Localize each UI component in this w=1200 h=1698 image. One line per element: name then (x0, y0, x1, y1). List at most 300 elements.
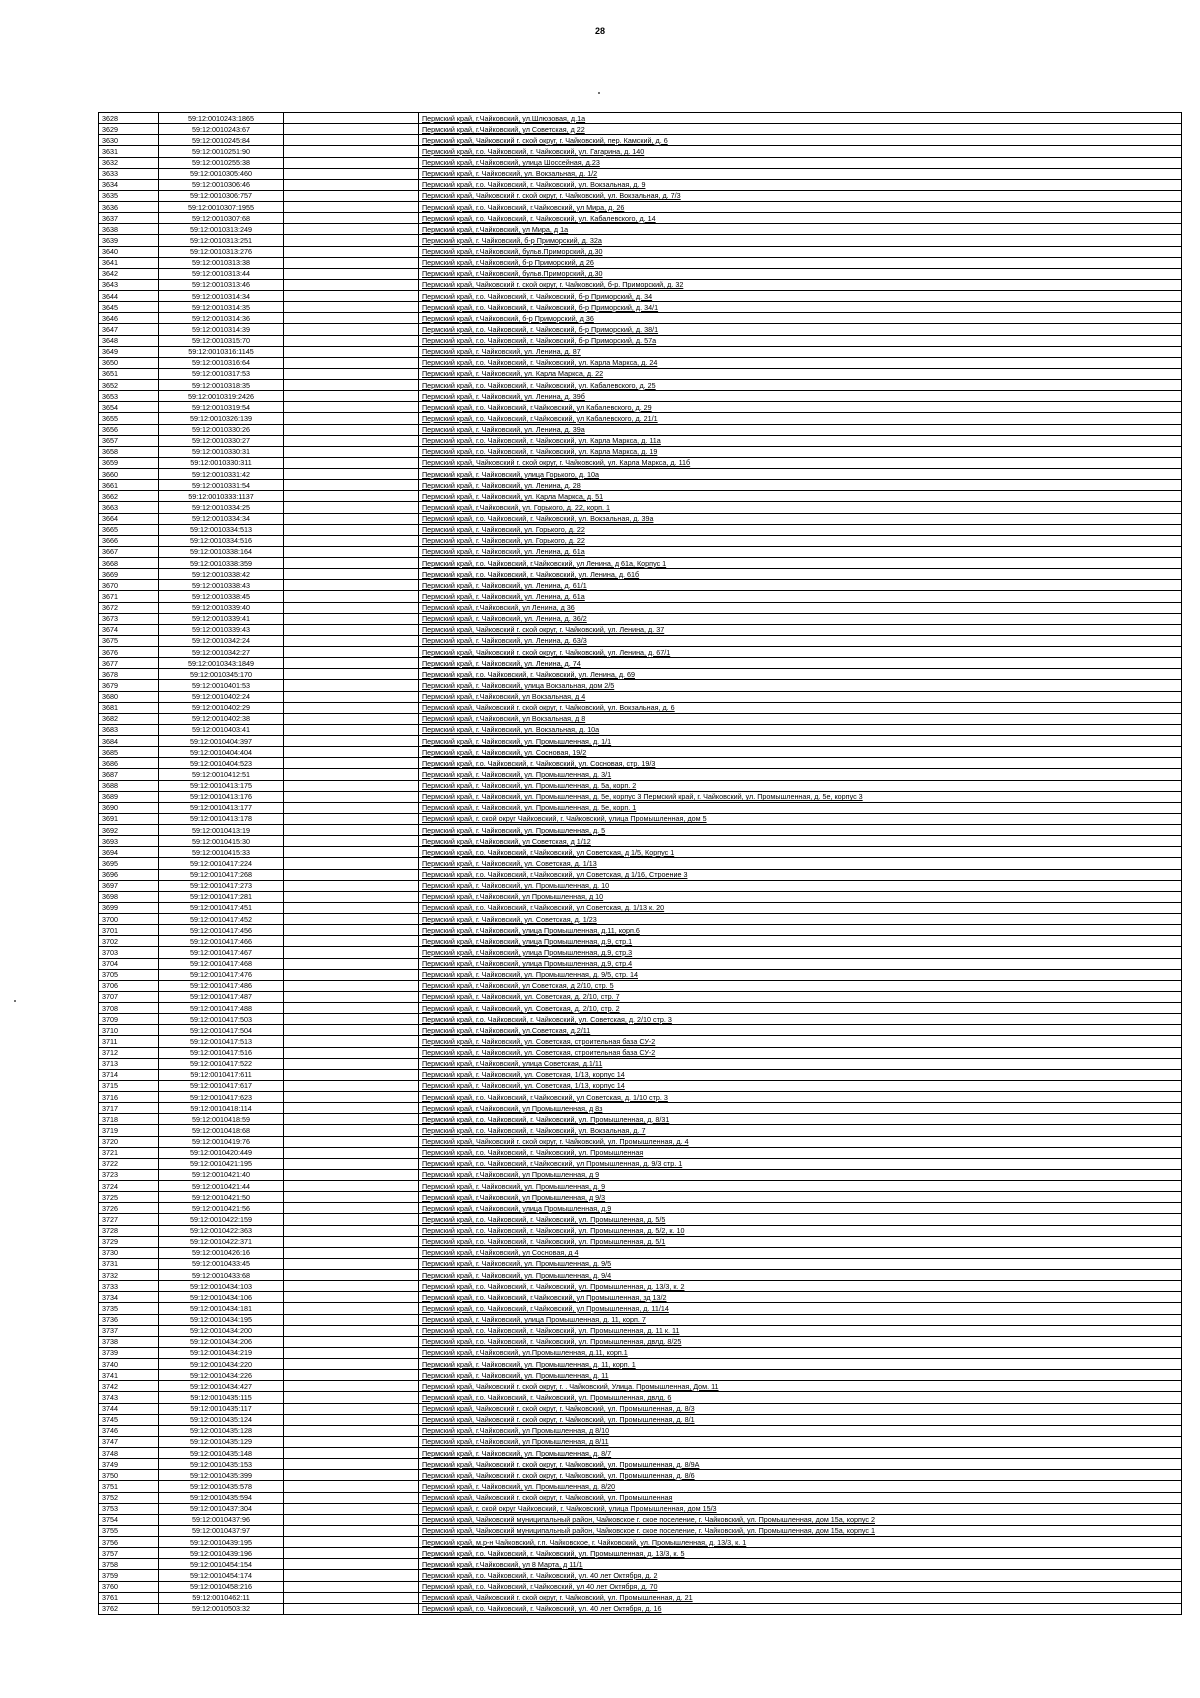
address-cell: Пермский край, г. Чайковский, ул. Горького, д. 22 (419, 524, 1182, 535)
table-row (99, 1336, 1182, 1347)
cadastral-number-cell: 59:12:0010434:195 (159, 1314, 284, 1325)
row-number-cell: 3748 (99, 1448, 159, 1459)
address-cell: Пермский край, г.Чайковский, ул. Горького, д. 22, корп. 1 (419, 502, 1182, 513)
table-row (99, 1347, 1182, 1358)
table-row (99, 691, 1182, 702)
row-number-cell: 3650 (99, 357, 159, 368)
table-row (99, 802, 1182, 813)
empty-cell (284, 257, 419, 268)
row-number-cell: 3667 (99, 546, 159, 557)
row-number-cell: 3660 (99, 469, 159, 480)
address-cell: Пермский край, г.о. Чайковский, г. Чайковский, ул. Промышленная, д. 13/3, к. 5 (419, 1548, 1182, 1559)
cadastral-number-cell: 59:12:0010331:54 (159, 480, 284, 491)
row-number-cell: 3745 (99, 1414, 159, 1425)
table-row (99, 780, 1182, 791)
table-row (99, 1003, 1182, 1014)
cadastral-number-cell: 59:12:0010434:219 (159, 1347, 284, 1358)
address-cell: Пермский край, г.Чайковский, ул 8 Марта, д 11/1 (419, 1559, 1182, 1570)
address-cell: Пермский край, г.Чайковский, ул.Промышленная, д.11, корп.1 (419, 1347, 1182, 1358)
cadastral-number-cell: 59:12:0010413:177 (159, 802, 284, 813)
row-number-cell: 3729 (99, 1236, 159, 1247)
table-row (99, 1214, 1182, 1225)
address-cell: Пермский край, г. Чайковский, ул. Промышленная, д. 9 (419, 1181, 1182, 1192)
address-cell: Пермский край, г.Чайковский, ул Вокзальная, д 8 (419, 713, 1182, 724)
row-number-cell: 3658 (99, 446, 159, 457)
cadastral-number-cell: 59:12:0010313:276 (159, 246, 284, 257)
table-row (99, 958, 1182, 969)
row-number-cell: 3754 (99, 1514, 159, 1525)
empty-cell (284, 1281, 419, 1292)
empty-cell (284, 802, 419, 813)
table-row (99, 969, 1182, 980)
table-row (99, 135, 1182, 146)
address-cell: Пермский край, Чайковский г. ской округ, г. Чайковский, ул. Вокзальная, д. 6 (419, 702, 1182, 713)
table-row (99, 891, 1182, 902)
address-cell: Пермский край, г.Чайковский, улица Промышленная, д.9, стр.1 (419, 936, 1182, 947)
address-cell: Пермский край, г.о. Чайковский, г. Чайковский, ул. Промышленная, д. 8/31 (419, 1114, 1182, 1125)
table-row (99, 1503, 1182, 1514)
row-number-cell: 3657 (99, 435, 159, 446)
cadastral-number-cell: 59:12:0010338:359 (159, 558, 284, 569)
cadastral-number-cell: 59:12:0010434:181 (159, 1303, 284, 1314)
table-row (99, 1125, 1182, 1136)
row-number-cell: 3693 (99, 836, 159, 847)
cadastral-number-cell: 59:12:0010417:486 (159, 980, 284, 991)
cadastral-number-cell: 59:12:0010417:468 (159, 958, 284, 969)
cadastral-number-cell: 59:12:0010434:427 (159, 1381, 284, 1392)
address-cell: Пермский край, г.о. Чайковский, г. Чайковский, ул. Промышленная, д. 5/2, к. 10 (419, 1225, 1182, 1236)
empty-cell (284, 991, 419, 1002)
row-number-cell: 3706 (99, 980, 159, 991)
cadastral-number-cell: 59:12:0010307:1955 (159, 202, 284, 213)
table-row (99, 335, 1182, 346)
row-number-cell: 3665 (99, 524, 159, 535)
empty-cell (284, 224, 419, 235)
row-number-cell: 3719 (99, 1125, 159, 1136)
address-cell: Пермский край, г. Чайковский, ул. Ленина, д. 87 (419, 346, 1182, 357)
row-number-cell: 3735 (99, 1303, 159, 1314)
empty-cell (284, 647, 419, 658)
table-row (99, 391, 1182, 402)
address-cell: Пермский край, г.Чайковский, улица Советская, д.1/11 (419, 1058, 1182, 1069)
row-number-cell: 3708 (99, 1003, 159, 1014)
address-cell: Пермский край, г.о. Чайковский, г. Чайковский, ул. Ленина, д. 61б (419, 569, 1182, 580)
empty-cell (284, 1292, 419, 1303)
address-cell: Пермский край, г.Чайковский, улица Промышленная, д.9 (419, 1203, 1182, 1214)
row-number-cell: 3718 (99, 1114, 159, 1125)
address-cell: Пермский край, г.Чайковский, ул Советская, д 2/10, стр. 5 (419, 980, 1182, 991)
row-number-cell: 3696 (99, 869, 159, 880)
table-row (99, 869, 1182, 880)
cadastral-number-cell: 59:12:0010417:504 (159, 1025, 284, 1036)
address-cell: Пермский край, г.о. Чайковский, г.Чайковский, ул Советская, д. 1/10 стр. 3 (419, 1092, 1182, 1103)
cadastral-number-cell: 59:12:0010435:578 (159, 1481, 284, 1492)
empty-cell (284, 502, 419, 513)
row-number-cell: 3750 (99, 1470, 159, 1481)
address-cell: Пермский край, г. Чайковский, ул. Карла Маркса, д. 22 (419, 368, 1182, 379)
table-row (99, 190, 1182, 201)
empty-cell (284, 980, 419, 991)
table-row (99, 1570, 1182, 1581)
empty-cell (284, 736, 419, 747)
empty-cell (284, 113, 419, 124)
cadastral-number-cell: 59:12:0010417:522 (159, 1058, 284, 1069)
address-cell: Пермский край, г. Чайковский, ул. Промышленная, д. 11, корп. 1 (419, 1359, 1182, 1370)
empty-cell (284, 702, 419, 713)
address-cell: Пермский край, Чайковский г. ской округ, г. Чайковский, ул. Вокзальная, д. 7/3 (419, 190, 1182, 201)
empty-cell (284, 602, 419, 613)
table-row (99, 480, 1182, 491)
address-cell: Пермский край, г.Чайковский, ул Промышленная, д 9/3 (419, 1192, 1182, 1203)
row-number-cell: 3672 (99, 602, 159, 613)
cadastral-number-cell: 59:12:0010418:114 (159, 1103, 284, 1114)
row-number-cell: 3675 (99, 635, 159, 646)
empty-cell (284, 135, 419, 146)
table-row (99, 858, 1182, 869)
cadastral-number-cell: 59:12:0010421:40 (159, 1169, 284, 1180)
row-number-cell: 3727 (99, 1214, 159, 1225)
row-number-cell: 3664 (99, 513, 159, 524)
row-number-cell: 3636 (99, 202, 159, 213)
cadastral-number-cell: 59:12:0010435:128 (159, 1425, 284, 1436)
empty-cell (284, 202, 419, 213)
row-number-cell: 3692 (99, 825, 159, 836)
cadastral-number-cell: 59:12:0010422:371 (159, 1236, 284, 1247)
empty-cell (284, 1514, 419, 1525)
table-row (99, 558, 1182, 569)
address-cell: Пермский край, г. Чайковский, ул. Промышленная, д. 5а, корп. 2 (419, 780, 1182, 791)
cadastral-number-cell: 59:12:0010417:281 (159, 891, 284, 902)
row-number-cell: 3662 (99, 491, 159, 502)
empty-cell (284, 313, 419, 324)
empty-cell (284, 558, 419, 569)
address-cell: Пермский край, г.о. Чайковский, г. Чайковский, б-р Приморский, д. 34 (419, 291, 1182, 302)
table-row (99, 658, 1182, 669)
row-number-cell: 3684 (99, 736, 159, 747)
address-cell: Пермский край, Чайковский муниципальный район, Чайковское г. ское поселение, г. Чайковский, ул. Промышленная, дом 15а, корпус 1 (419, 1525, 1182, 1536)
row-number-cell: 3732 (99, 1270, 159, 1281)
address-cell: Пермский край, г.о. Чайковский, г.Чайковский, ул Ленина, д 61а, Корпус 1 (419, 558, 1182, 569)
address-cell: Пермский край, Чайковский г. ской округ, г. Чайковский, ул. Промышленная, д. 4 (419, 1136, 1182, 1147)
table-row (99, 1080, 1182, 1091)
cadastral-number-cell: 59:12:0010417:623 (159, 1092, 284, 1103)
row-number-cell: 3663 (99, 502, 159, 513)
empty-cell (284, 1080, 419, 1091)
empty-cell (284, 124, 419, 135)
row-number-cell: 3757 (99, 1548, 159, 1559)
empty-cell (284, 1047, 419, 1058)
address-cell: Пермский край, г.о. Чайковский, г. Чайковский, ул. Кабалевского, д. 25 (419, 380, 1182, 391)
row-number-cell: 3713 (99, 1058, 159, 1069)
row-number-cell: 3638 (99, 224, 159, 235)
address-cell: Пермский край, г. Чайковский, ул. Ленина, д. 28 (419, 480, 1182, 491)
empty-cell (284, 1436, 419, 1447)
cadastral-number-cell: 59:12:0010458:216 (159, 1581, 284, 1592)
cadastral-number-cell: 59:12:0010415:30 (159, 836, 284, 847)
address-cell: Пермский край, Чайковский г. ской округ, г. Чайковский, б-р. Приморский, д. 32 (419, 279, 1182, 290)
cadastral-number-cell: 59:12:0010434:106 (159, 1292, 284, 1303)
row-number-cell: 3673 (99, 613, 159, 624)
cadastral-number-cell: 59:12:0010339:43 (159, 624, 284, 635)
row-number-cell: 3685 (99, 747, 159, 758)
cadastral-number-cell: 59:12:0010333:1137 (159, 491, 284, 502)
address-cell: Пермский край, г.Чайковский, ул Промышленная, д 9 (419, 1169, 1182, 1180)
address-cell: Пермский край, г.Чайковский, улица Промышленная, д.9, стр.4 (419, 958, 1182, 969)
cadastral-number-cell: 59:12:0010315:70 (159, 335, 284, 346)
table-row (99, 157, 1182, 168)
empty-cell (284, 1303, 419, 1314)
address-cell: Пермский край, г. Чайковский, ул. Советская, д. 2/10, стр. 2 (419, 1003, 1182, 1014)
cadastral-number-cell: 59:12:0010317:53 (159, 368, 284, 379)
address-cell: Пермский край, г.о. Чайковский, г. Чайковский, б-р Приморский, д. 34/1 (419, 302, 1182, 313)
empty-cell (284, 580, 419, 591)
row-number-cell: 3688 (99, 780, 159, 791)
row-number-cell: 3739 (99, 1347, 159, 1358)
address-cell: Пермский край, г.Чайковский, ул.Советская, д.2/11 (419, 1025, 1182, 1036)
address-cell: Пермский край, г. Чайковский, ул. Промышленная, д. 5е, корпус 3 Пермский край, г. Чайковский, ул. Промышленная, д. 5е, корпус 3 (419, 791, 1182, 802)
cadastral-number-cell: 59:12:0010435:129 (159, 1436, 284, 1447)
address-cell: Пермский край, г. Чайковский, ул. Промышленная, д. 8/20 (419, 1481, 1182, 1492)
empty-cell (284, 858, 419, 869)
address-cell: Пермский край, г.Чайковский, улица Промышленная, д.11, корп.6 (419, 925, 1182, 936)
cadastral-number-cell: 59:12:0010421:56 (159, 1203, 284, 1214)
empty-cell (284, 1414, 419, 1425)
table-row (99, 324, 1182, 335)
table-row (99, 168, 1182, 179)
empty-cell (284, 836, 419, 847)
row-number-cell: 3653 (99, 391, 159, 402)
row-number-cell: 3717 (99, 1103, 159, 1114)
cadastral-number-cell: 59:12:0010313:38 (159, 257, 284, 268)
row-number-cell: 3635 (99, 190, 159, 201)
row-number-cell: 3643 (99, 279, 159, 290)
address-cell: Пермский край, г. Чайковский, ул. Ленина, д. 74 (419, 658, 1182, 669)
cadastral-number-cell: 59:12:0010417:451 (159, 902, 284, 913)
row-number-cell: 3695 (99, 858, 159, 869)
table-row (99, 1492, 1182, 1503)
empty-cell (284, 1403, 419, 1414)
table-row (99, 224, 1182, 235)
cadastral-number-cell: 59:12:0010421:195 (159, 1158, 284, 1169)
table-row (99, 1270, 1182, 1281)
row-number-cell: 3676 (99, 647, 159, 658)
address-cell: Пермский край, г.Чайковский, ул Мира, д 1а (419, 224, 1182, 235)
address-cell: Пермский край, Чайковский г. ской округ, г. Чайковский, ул. Ленина, д. 67/1 (419, 647, 1182, 658)
address-cell: Пермский край, г.о. Чайковский, г.Чайковский, ул Советская, д 1/5, Корпус 1 (419, 847, 1182, 858)
row-number-cell: 3642 (99, 268, 159, 279)
table-row (99, 213, 1182, 224)
table-row (99, 1436, 1182, 1447)
cadastral-number-cell: 59:12:0010417:466 (159, 936, 284, 947)
row-number-cell: 3730 (99, 1247, 159, 1258)
cadastral-number-cell: 59:12:0010462:11 (159, 1592, 284, 1603)
address-cell: Пермский край, г. Чайковский, ул. Промышленная, д. 10 (419, 880, 1182, 891)
empty-cell (284, 157, 419, 168)
table-row (99, 246, 1182, 257)
address-cell: Пермский край, г. Чайковский, ул. Ленина, д. 36/2 (419, 613, 1182, 624)
address-cell: Пермский край, г.о. Чайковский, г. Чайковский, ул. Гагарина, д. 140 (419, 146, 1182, 157)
address-cell: Пермский край, г. Чайковский, ул. Промышленная, д. 11 (419, 1370, 1182, 1381)
cadastral-number-cell: 59:12:0010338:164 (159, 546, 284, 557)
empty-cell (284, 424, 419, 435)
table-row (99, 1470, 1182, 1481)
address-cell: Пермский край, г. Чайковский, ул. Промышленная, д. 8/7 (419, 1448, 1182, 1459)
address-cell: Пермский край, г. Чайковский, ул. Вокзальная, д. 1/2 (419, 168, 1182, 179)
cadastral-number-cell: 59:12:0010330:31 (159, 446, 284, 457)
cadastral-number-cell: 59:12:0010243:67 (159, 124, 284, 135)
empty-cell (284, 1470, 419, 1481)
table-row (99, 1414, 1182, 1425)
row-number-cell: 3701 (99, 925, 159, 936)
address-cell: Пермский край, г.Чайковский, ул Промышленная, д 8з (419, 1103, 1182, 1114)
address-cell: Пермский край, г.Чайковский, ул.Шлюзовая, д.1а (419, 113, 1182, 124)
cadastral-number-cell: 59:12:0010334:513 (159, 524, 284, 535)
table-row (99, 1392, 1182, 1403)
table-row (99, 1103, 1182, 1114)
table-row (99, 713, 1182, 724)
cadastral-number-cell: 59:12:0010404:404 (159, 747, 284, 758)
row-number-cell: 3723 (99, 1169, 159, 1180)
cadastral-number-cell: 59:12:0010319:54 (159, 402, 284, 413)
empty-cell (284, 1025, 419, 1036)
row-number-cell: 3753 (99, 1503, 159, 1514)
empty-cell (284, 1092, 419, 1103)
empty-cell (284, 1258, 419, 1269)
row-number-cell: 3707 (99, 991, 159, 1002)
row-number-cell: 3703 (99, 947, 159, 958)
row-number-cell: 3655 (99, 413, 159, 424)
table-row (99, 1203, 1182, 1214)
table-row (99, 936, 1182, 947)
empty-cell (284, 825, 419, 836)
empty-cell (284, 925, 419, 936)
cadastral-number-cell: 59:12:0010334:34 (159, 513, 284, 524)
row-number-cell: 3752 (99, 1492, 159, 1503)
cadastral-number-cell: 59:12:0010417:268 (159, 869, 284, 880)
table-row (99, 736, 1182, 747)
scan-speck (14, 1000, 16, 1002)
address-cell: Пермский край, г.Чайковский, улица Шоссейная, д.23 (419, 157, 1182, 168)
table-row (99, 235, 1182, 246)
address-cell: Пермский край, г. Чайковский, ул. Советская, 1/13, корпус 14 (419, 1069, 1182, 1080)
row-number-cell: 3699 (99, 902, 159, 913)
empty-cell (284, 724, 419, 735)
empty-cell (284, 1103, 419, 1114)
empty-cell (284, 813, 419, 824)
empty-cell (284, 546, 419, 557)
row-number-cell: 3681 (99, 702, 159, 713)
row-number-cell: 3758 (99, 1559, 159, 1570)
empty-cell (284, 914, 419, 925)
table-row (99, 1548, 1182, 1559)
table-row (99, 202, 1182, 213)
table-row (99, 624, 1182, 635)
table-row (99, 413, 1182, 424)
table-row (99, 1158, 1182, 1169)
address-cell: Пермский край, г.о. Чайковский, г.Чайковский, ул Кабалевского, д. 29 (419, 402, 1182, 413)
empty-cell (284, 1592, 419, 1603)
empty-cell (284, 535, 419, 546)
address-cell: Пермский край, г. Чайковский, ул. Сосновая, 19/2 (419, 747, 1182, 758)
empty-cell (284, 969, 419, 980)
table-row (99, 1525, 1182, 1536)
cadastral-number-cell: 59:12:0010417:452 (159, 914, 284, 925)
empty-cell (284, 758, 419, 769)
empty-cell (284, 1481, 419, 1492)
table-row (99, 1247, 1182, 1258)
address-cell: Пермский край, г. Чайковский, ул. Промышленная, д. 9/5, стр. 14 (419, 969, 1182, 980)
row-number-cell: 3682 (99, 713, 159, 724)
empty-cell (284, 279, 419, 290)
cadastral-number-cell: 59:12:0010417:611 (159, 1069, 284, 1080)
cadastral-number-cell: 59:12:0010435:399 (159, 1470, 284, 1481)
table-row (99, 491, 1182, 502)
cadastral-number-cell: 59:12:0010420:449 (159, 1147, 284, 1158)
table-row (99, 1114, 1182, 1125)
cadastral-number-cell: 59:12:0010314:35 (159, 302, 284, 313)
empty-cell (284, 1392, 419, 1403)
cadastral-number-cell: 59:12:0010417:617 (159, 1080, 284, 1091)
cadastral-number-cell: 59:12:0010313:249 (159, 224, 284, 235)
cadastral-number-cell: 59:12:0010330:27 (159, 435, 284, 446)
empty-cell (284, 1192, 419, 1203)
address-cell: Пермский край, г.о. Чайковский, г. Чайковский, ул. Промышленная, двлд. 6 (419, 1392, 1182, 1403)
row-number-cell: 3705 (99, 969, 159, 980)
table-row (99, 357, 1182, 368)
table-row (99, 1092, 1182, 1103)
cadastral-number-cell: 59:12:0010434:220 (159, 1359, 284, 1370)
table-row (99, 1169, 1182, 1180)
address-cell: Пермский край, г.Чайковский, бульв.Приморский, д.30 (419, 246, 1182, 257)
address-cell: Пермский край, г. Чайковский, ул. Вокзальная, д. 10а (419, 724, 1182, 735)
empty-cell (284, 179, 419, 190)
row-number-cell: 3725 (99, 1192, 159, 1203)
empty-cell (284, 413, 419, 424)
address-cell: Пермский край, г.о. Чайковский, г. Чайковский, ул. Кабалевского, д. 14 (419, 213, 1182, 224)
row-number-cell: 3698 (99, 891, 159, 902)
cadastral-number-cell: 59:12:0010318:35 (159, 380, 284, 391)
empty-cell (284, 1203, 419, 1214)
cadastral-number-cell: 59:12:0010417:467 (159, 947, 284, 958)
address-cell: Пермский край, г.о. Чайковский, г. Чайковский, б-р Приморский, д. 38/1 (419, 324, 1182, 335)
row-number-cell: 3733 (99, 1281, 159, 1292)
table-row (99, 546, 1182, 557)
address-cell: Пермский край, г.о. Чайковский, г.Чайковский, ул Советская, д. 1/13 к. 20 (419, 902, 1182, 913)
empty-cell (284, 1236, 419, 1247)
cadastral-number-cell: 59:12:0010435:115 (159, 1392, 284, 1403)
empty-cell (284, 1370, 419, 1381)
row-number-cell: 3722 (99, 1158, 159, 1169)
empty-cell (284, 291, 419, 302)
empty-cell (284, 658, 419, 669)
address-cell: Пермский край, г.Чайковский, ул Сосновая, д 4 (419, 1247, 1182, 1258)
address-cell: Пермский край, г.о. Чайковский, г. Чайковский, ул. Карла Маркса, д. 11а (419, 435, 1182, 446)
table-row (99, 146, 1182, 157)
address-cell: Пермский край, г.о. Чайковский, г. Чайковский, ул. Сосновая, стр. 19/3 (419, 758, 1182, 769)
row-number-cell: 3671 (99, 591, 159, 602)
table-row (99, 1481, 1182, 1492)
cadastral-number-cell: 59:12:0010245:84 (159, 135, 284, 146)
empty-cell (284, 1314, 419, 1325)
address-cell: Пермский край, Чайковский г. ской округ, г. Чайковский, ул. Промышленная, д. 8/9А (419, 1459, 1182, 1470)
table-row (99, 1069, 1182, 1080)
address-cell: Пермский край, Чайковский г. ской округ, г. Чайковский, ул. Промышленная, д. 21 (419, 1592, 1182, 1603)
row-number-cell: 3756 (99, 1537, 159, 1548)
cadastral-number-cell: 59:12:0010435:594 (159, 1492, 284, 1503)
address-cell: Пермский край, г.Чайковский, ул Вокзальная, д 4 (419, 691, 1182, 702)
row-number-cell: 3687 (99, 769, 159, 780)
table-row (99, 1047, 1182, 1058)
